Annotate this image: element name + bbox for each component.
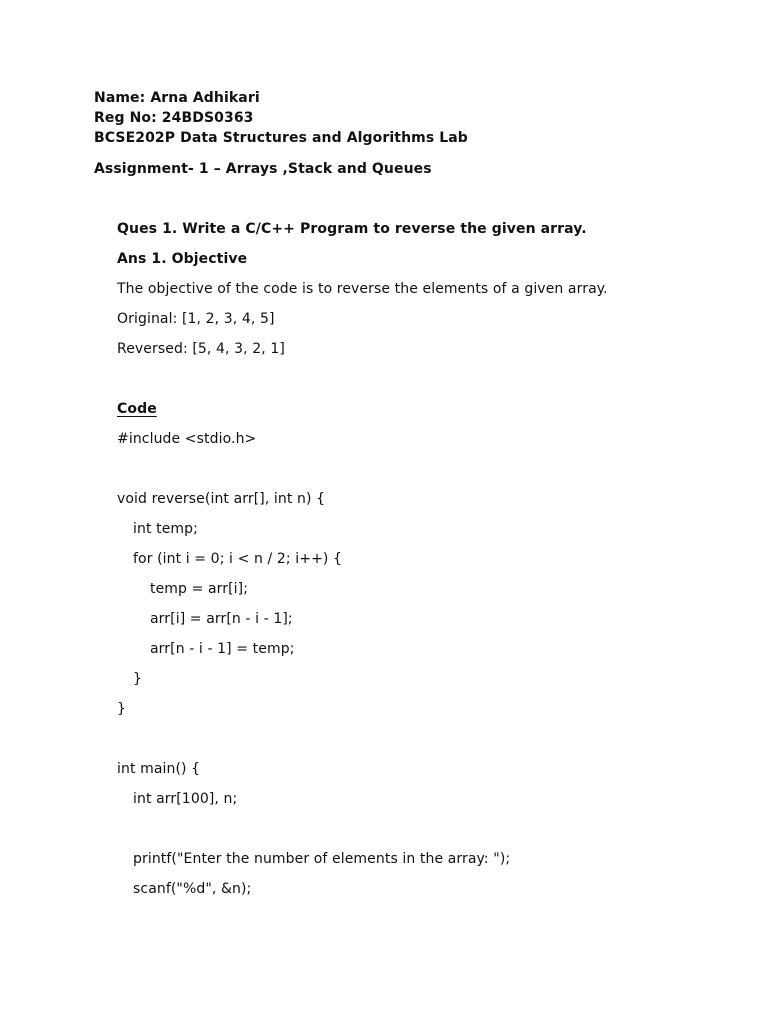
answer-heading: Ans 1. Objective [117, 251, 248, 267]
code-line: temp = arr[i]; [150, 581, 249, 597]
reversed-array-text: Reversed: [5, 4, 3, 2, 1] [117, 341, 285, 357]
code-line: } [117, 701, 127, 717]
code-line: #include <stdio.h> [117, 431, 257, 447]
course-title: BCSE202P Data Structures and Algorithms Lab [94, 130, 468, 146]
code-line: arr[n - i - 1] = temp; [150, 641, 295, 657]
student-name: Name: Arna Adhikari [94, 90, 260, 106]
code-line: for (int i = 0; i < n / 2; i++) { [133, 551, 343, 567]
code-line: int temp; [133, 521, 198, 537]
code-line: int main() { [117, 761, 201, 777]
code-line: } [133, 671, 143, 687]
question-title: Ques 1. Write a C/C++ Program to reverse the given array. [117, 221, 587, 237]
objective-text: The objective of the code is to reverse the elements of a given array. [117, 281, 608, 297]
code-line: scanf("%d", &n); [133, 881, 252, 897]
code-line: printf("Enter the number of elements in the array: "); [133, 851, 511, 867]
code-line: void reverse(int arr[], int n) { [117, 491, 326, 507]
code-line: arr[i] = arr[n - i - 1]; [150, 611, 293, 627]
code-line: int arr[100], n; [133, 791, 238, 807]
original-array-text: Original: [1, 2, 3, 4, 5] [117, 311, 275, 327]
code-heading: Code [117, 401, 157, 417]
registration-number: Reg No: 24BDS0363 [94, 110, 254, 126]
assignment-title: Assignment- 1 – Arrays ,Stack and Queues [94, 161, 432, 177]
